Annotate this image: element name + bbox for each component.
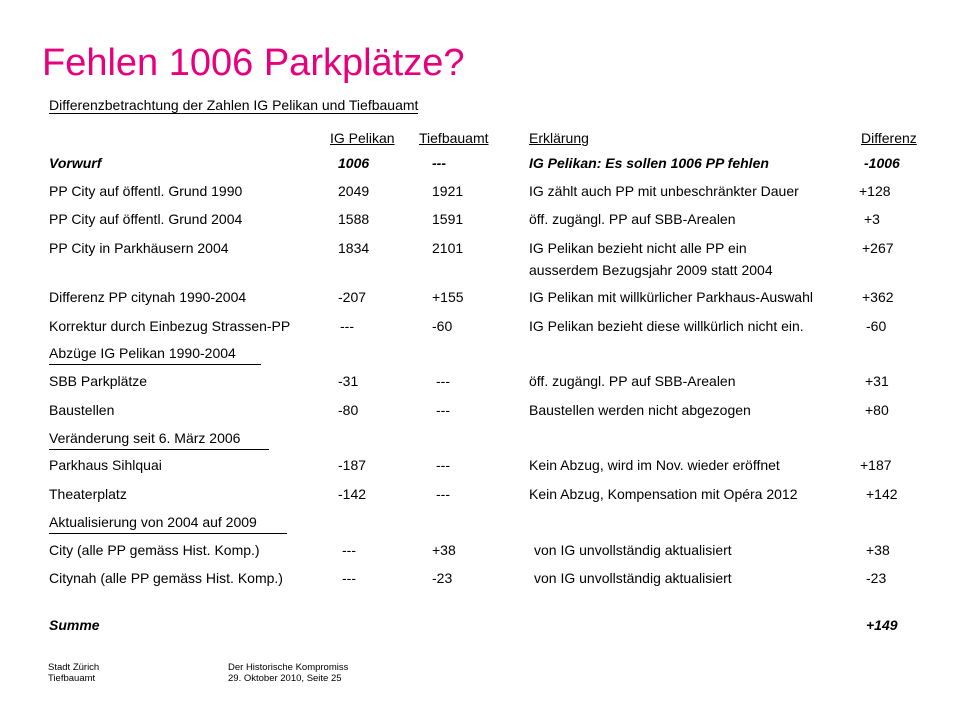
row-explanation: von IG unvollständig aktualisiert — [534, 542, 732, 558]
row-label: PP City auf öffentl. Grund 1990 — [49, 183, 243, 199]
header-differenz: Differenz — [861, 130, 917, 146]
footer-org-line2: Tiefbauamt — [48, 673, 96, 684]
footer-org — [48, 662, 99, 684]
row-explanation-line2: ausserdem Bezugsjahr 2009 statt 2004 — [529, 262, 773, 278]
row-tba-value: 1591 — [432, 211, 464, 227]
footer-doc-line1: Der Historische Kompromiss — [228, 662, 349, 673]
section-title: Aktualisierung von 2004 auf 2009 — [49, 514, 257, 530]
row-ig-value: -80 — [338, 402, 359, 418]
row-explanation: IG Pelikan: Es sollen 1006 PP fehlen — [529, 155, 769, 171]
row-tba-value: --- — [432, 155, 446, 171]
header-ig-pelikan: IG Pelikan — [330, 130, 395, 146]
row-label: City (alle PP gemäss Hist. Komp.) — [49, 542, 260, 558]
row-tba-value: -23 — [432, 570, 453, 586]
row-explanation: Baustellen werden nicht abgezogen — [529, 402, 751, 418]
row-label: SBB Parkplätze — [49, 373, 148, 389]
page-title: Fehlen 1006 Parkplätze? — [42, 42, 465, 84]
row-explanation: IG Pelikan bezieht nicht alle PP ein — [529, 240, 747, 256]
row-tba-value: --- — [436, 402, 450, 418]
section-rule — [49, 364, 261, 365]
row-ig-value: -31 — [338, 373, 359, 389]
footer-doc-line2: 29. Oktober 2010, Seite 25 — [228, 673, 342, 684]
row-difference: +187 — [860, 457, 892, 473]
row-ig-value: 1834 — [338, 240, 370, 256]
row-difference: -60 — [866, 318, 887, 334]
subtitle: Differenzbetrachtung der Zahlen IG Pelikan und Tiefbauamt — [49, 97, 419, 113]
section-rule — [49, 449, 269, 450]
row-explanation: IG Pelikan bezieht diese willkürlich nicht ein. — [529, 318, 804, 334]
header-tiefbauamt: Tiefbauamt — [419, 130, 489, 146]
row-explanation: Kein Abzug, Kompensation mit Opéra 2012 — [529, 486, 798, 502]
row-tba-value: --- — [436, 373, 450, 389]
row-difference: +267 — [862, 240, 894, 256]
row-label: Citynah (alle PP gemäss Hist. Komp.) — [49, 570, 283, 586]
row-ig-value: -187 — [338, 457, 367, 473]
row-tba-value: --- — [436, 486, 450, 502]
section-title: Veränderung seit 6. März 2006 — [49, 430, 241, 446]
row-difference: +38 — [866, 542, 890, 558]
row-ig-value: -142 — [338, 486, 367, 502]
section-title: Abzüge IG Pelikan 1990-2004 — [49, 345, 236, 361]
row-label: PP City auf öffentl. Grund 2004 — [49, 211, 243, 227]
row-ig-value: --- — [340, 318, 354, 334]
row-explanation: IG zählt auch PP mit unbeschränkter Dauer — [529, 183, 799, 199]
row-tba-value: -60 — [432, 318, 453, 334]
row-difference: +362 — [862, 289, 894, 305]
row-difference: +80 — [865, 402, 889, 418]
footer-doc — [228, 662, 348, 684]
row-label: Baustellen — [49, 402, 115, 418]
summe-value: +149 — [866, 617, 898, 633]
row-label: PP City in Parkhäusern 2004 — [49, 240, 229, 256]
row-label: Theaterplatz — [49, 486, 127, 502]
row-tba-value: 2101 — [432, 240, 464, 256]
section-rule — [49, 533, 287, 534]
row-ig-value: 2049 — [338, 183, 370, 199]
section-heading-abzuege — [49, 343, 236, 363]
row-explanation: Kein Abzug, wird im Nov. wieder eröffnet — [529, 457, 780, 473]
row-explanation: IG Pelikan mit willkürlicher Parkhaus-Auswahl — [529, 289, 813, 305]
row-tba-value: +38 — [432, 542, 456, 558]
row-ig-value: -207 — [338, 289, 367, 305]
row-tba-value: 1921 — [432, 183, 464, 199]
row-difference: -23 — [866, 570, 887, 586]
row-ig-value: --- — [342, 570, 356, 586]
row-explanation: öff. zugängl. PP auf SBB-Arealen — [529, 211, 736, 227]
row-difference: +128 — [859, 183, 891, 199]
row-ig-value: 1588 — [338, 211, 370, 227]
row-difference: +31 — [865, 373, 889, 389]
row-explanation: von IG unvollständig aktualisiert — [534, 570, 732, 586]
row-label: Parkhaus Sihlquai — [49, 457, 162, 473]
row-difference: +142 — [866, 486, 898, 502]
header-erklaerung: Erklärung — [529, 130, 589, 146]
row-label: Differenz PP citynah 1990-2004 — [49, 289, 247, 305]
row-label: Korrektur durch Einbezug Strassen-PP — [49, 318, 291, 334]
row-label: Vorwurf — [49, 155, 102, 171]
row-tba-value: --- — [436, 457, 450, 473]
row-explanation: öff. zugängl. PP auf SBB-Arealen — [529, 373, 736, 389]
row-ig-value: 1006 — [338, 155, 370, 171]
section-heading-veraenderung — [49, 428, 240, 448]
row-tba-value: +155 — [432, 289, 464, 305]
footer-org-line1: Stadt Zürich — [48, 662, 100, 673]
row-ig-value: --- — [342, 542, 356, 558]
summe-label: Summe — [49, 617, 100, 633]
row-difference: -1006 — [864, 155, 900, 171]
row-difference: +3 — [864, 211, 880, 227]
section-heading-aktualisierung — [49, 512, 257, 532]
